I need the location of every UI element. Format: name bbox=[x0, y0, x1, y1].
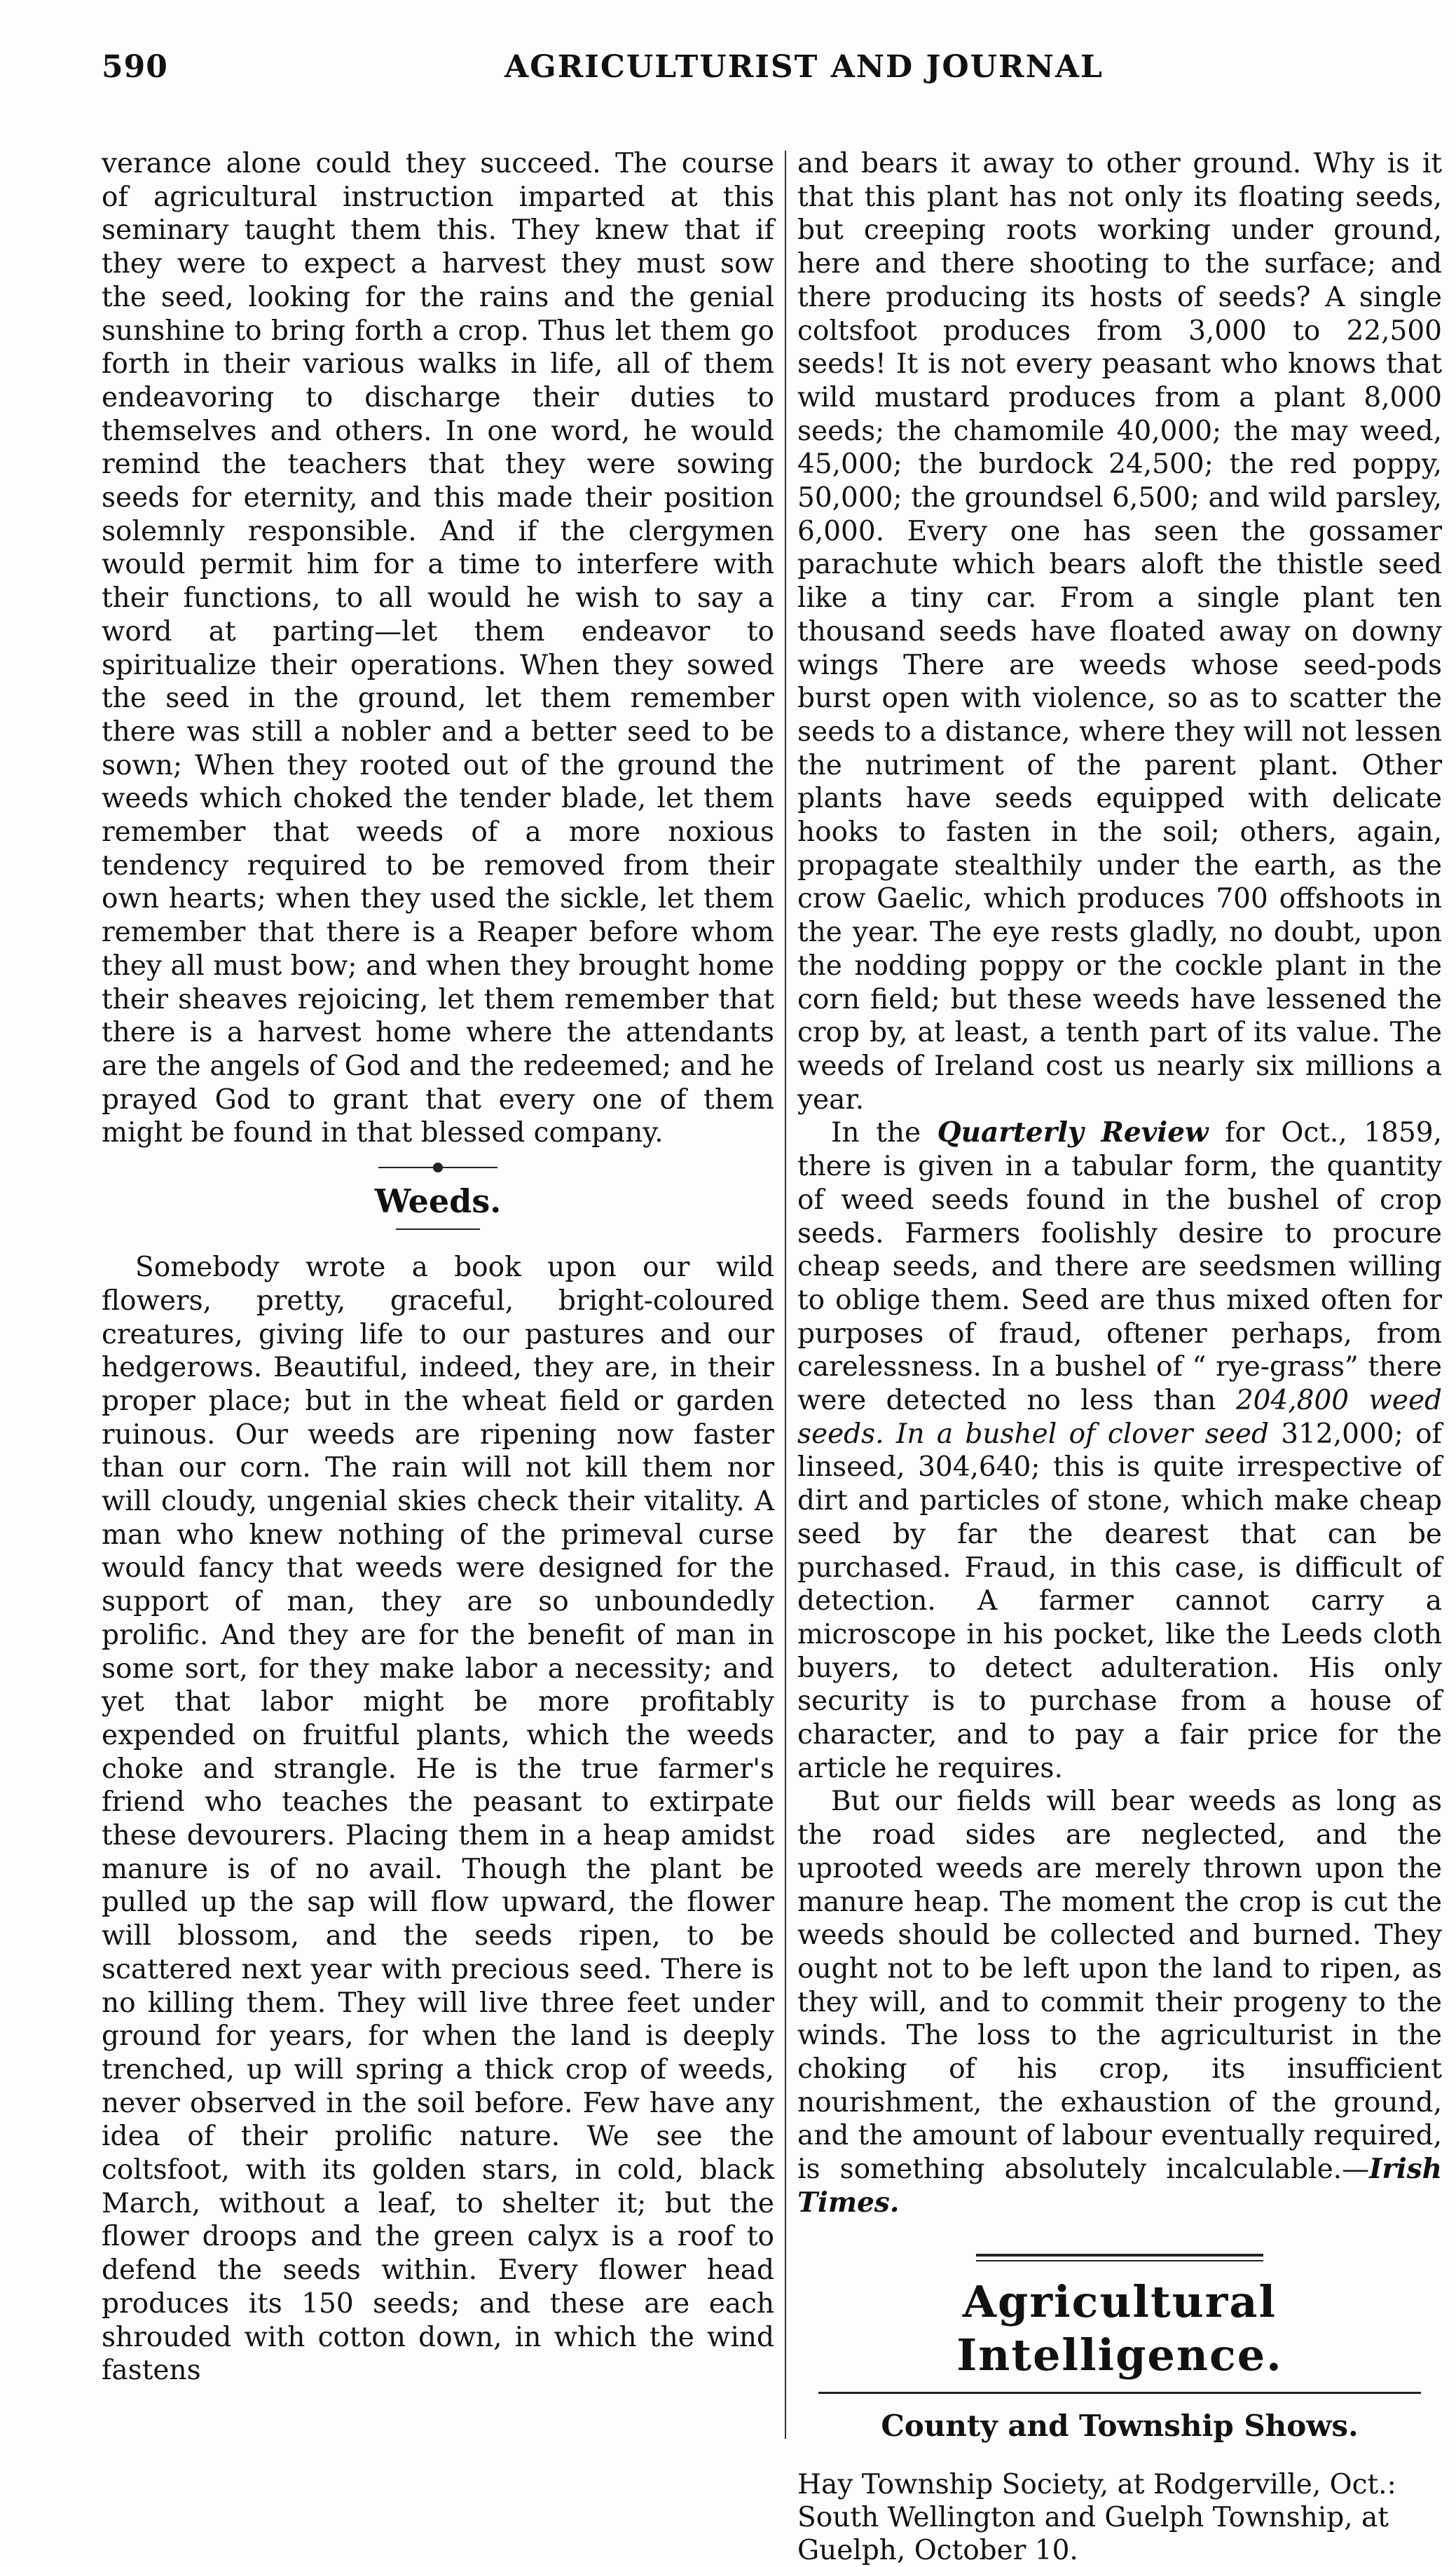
show-item: Guelph, October 10. bbox=[797, 2534, 1078, 2566]
show-item: South Wellington and Guelph Township, at bbox=[797, 2501, 1389, 2533]
county-shows-title: County and Township Shows. bbox=[881, 2408, 1359, 2443]
quarterly-review-paragraph bbox=[797, 1116, 1442, 1785]
rule-thin bbox=[976, 2260, 1263, 2261]
weeds-paragraph-2: and bears it away to other ground. Why is it that this plant has not only its floating seeds, but creeping roots working under ground, here and there shooting to the surface; and there producing its hosts of seeds? A single coltsfoot produces from 3,000 to 22,500 seeds! It is not every peasant who knows that wild mustard produces from a plant 8,000 seeds; the chamomile 40,000; the may weed, 45,000; the burdock 24,500; the red poppy, 50,000; the groundsel 6,500; and wild parsley, 6,000. Every one has seen the gossamer parachute which bears aloft the thistle seed like a tiny car. From a single plant ten thousand seeds have floated away on downy wings There are weeds whose seed-pods burst open with violence, so as to scatter the seeds to a distance, where they will not lessen the nutriment of the parent plant. Other plants have seeds equipped with delicate hooks to fasten in the soil; others, again, propagate stealthily under the earth, as the crow Gaelic, which produces 700 offshoots in the year. The eye rests gladly, no doubt, upon the nodding poppy or the cockle plant in the corn field; but these weeds have lessened the crop by, at least, a tenth part of its value. The weeds of Ireland cost us nearly six millions a year. bbox=[797, 148, 1442, 1116]
paragraph-text: But our fields will bear weeds as long as the road sides are neglected, and the uprooted weeds are merely thrown upon the manure heap. The moment the crop is cut the weeds should be collected and burned. They ought not to be left upon the land to ripen, as they will, and to commit their progeny to the winds. The loss to the agriculturist in the choking of his crop, its insufficient nourishment, the exhaustion of the ground, and the amount of labour eventually required, is something absolutely incalculable.— bbox=[797, 1786, 1442, 2186]
page-header bbox=[0, 49, 1456, 98]
show-item: Hay Township Society, at Rodgerville, Oct.: bbox=[797, 2468, 1396, 2500]
rule-thick bbox=[976, 2254, 1263, 2257]
title-underrule bbox=[396, 1228, 480, 1230]
agricultural-intelligence-title: Agricultural Intelligence. bbox=[956, 2275, 1283, 2381]
ornament-dot bbox=[433, 1163, 443, 1172]
section-double-rule bbox=[976, 2254, 1263, 2261]
ornament-rule bbox=[378, 1167, 497, 1168]
weeds-paragraph-1: Somebody wrote a book upon our wild flowers, pretty, graceful, bright-coloured creatures, giving life to our pastures and our hedgerows. Beautiful, indeed, they are, in their proper place; but in the wheat field or garden ruinous. Our weeds are ripening now faster than our corn. The rain will not kill them nor will cloudy, ungenial skies check their vitality. A man who knew nothing of the primeval curse would fancy that weeds were designed for the support of man, they are so unboundedly prolific. And they are for the benefit of man in some sort, for they make labor a necessity; and yet that labor might be more profitably expended on fruitful plants, which the weeds choke and strangle. He is the true farmer's friend who teaches the peasant to extirpate these devourers. Placing them in a heap amidst manure is of no avail. Though the plant be pulled up the sap will flow upward, the flower will blossom, and the seeds ripen, to be scattered next year with precious seed. There is no killing them. They will live three feet under ground for years, for when the land is deeply trenched, up will spring a thick crop of weeds, never observed in the soil before. Few have any idea of their prolific nature. We see the coltsfoot, with its golden stars, in cold, black March, without a leaf, to shelter it; but the flower droops and the green calyx is a roof to defend the seeds within. Every flower head produces its 150 seeds; and these are each shrouded with cotton down, in which the wind fastens bbox=[102, 1252, 774, 2387]
publication-title: Quarterly Review bbox=[937, 1116, 1209, 1149]
paragraph-text: In the bbox=[831, 1117, 938, 1149]
section-rule bbox=[818, 2392, 1421, 2394]
right-column bbox=[797, 147, 1442, 2567]
shows-list bbox=[797, 2468, 1442, 2567]
column-divider bbox=[785, 151, 786, 2439]
page-number: 590 bbox=[102, 49, 168, 85]
paragraph-text: 312,000; of linseed, 304,640; this is quite irrespective of dirt and particles of stone, which make cheap seed by far the dearest that can be purchased. Fraud, in this case, is difficult of detection. A farmer cannot carry a microscope in his pocket, like the Leeds cloth buyers, to detect adulteration. His only security is to purchase from a house of character, and to pay a fair price for the article he requires. bbox=[797, 1418, 1442, 1784]
emphasis-text: 204,800 weed seeds. In a bushel of clover seed bbox=[797, 1385, 1442, 1450]
source-credit: Irish Times. bbox=[797, 2153, 1442, 2219]
closing-speech-paragraph: verance alone could they succeed. The course of agricultural instruction imparted at this seminary taught them this. They knew that if they were to expect a harvest they must sow the seed, looking for the rains and the genial sunshine to bring forth a crop. Thus let them go forth in their various walks in life, all of them endeavoring to discharge their duties to themselves and others. In one word, he would remind the teachers that they were sowing seeds for eternity, and this made their position solemnly responsible. And if the clergymen would permit him for a time to interfere with their functions, to all would he wish to say a word at parting—let them endeavor to spiritualize their operations. When they sowed the seed in the ground, let them remember there was still a nobler and a better seed to be sown; When they rooted out of the ground the weeds which choked the tender blade, let them remember that weeds of a more noxious tendency required to be removed from their own hearts; when they used the sickle, let them remember that there is a Reaper before whom they all must bow; and when they brought home their sheaves rejoicing, let them remember that there is a harvest home where the attendants are the angels of God and the redeemed; and he prayed God to grant that every one of them might be found in that blessed company. bbox=[102, 148, 774, 1149]
paragraph-text: for Oct., 1859, there is given in a tabular form, the quantity of weed seeds found in the bushel of crop seeds. Farmers foolishly desire to procure cheap seeds, and there are seedsmen willing to oblige them. Seed are thus mixed often for purposes of fraud, oftener perhaps, from carelessness. In a bushel of “ rye-grass” there were detected no less than bbox=[797, 1117, 1442, 1417]
weeds-title: Weeds. bbox=[374, 1182, 502, 1221]
left-column bbox=[102, 147, 774, 2388]
weeds-paragraph-4 bbox=[797, 1785, 1442, 2219]
running-head: AGRICULTURIST AND JOURNAL bbox=[504, 49, 1104, 85]
